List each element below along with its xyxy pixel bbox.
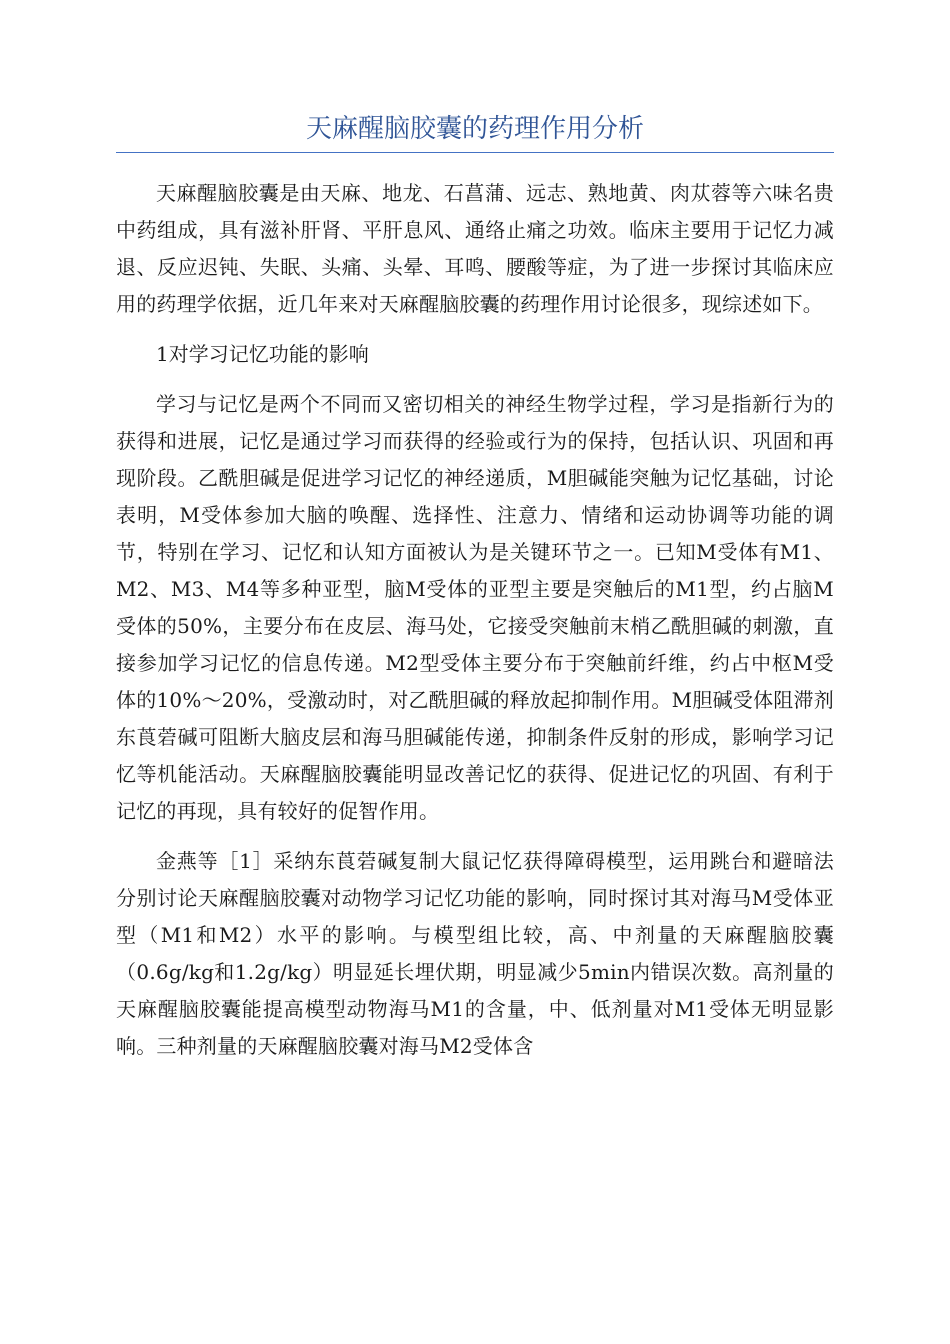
body-paragraph: 金燕等［1］采纳东莨菪碱复制大鼠记忆获得障碍模型，运用跳台和避暗法分别讨论天麻醒脑胶囊对动物学习记忆功能的影响，同时探讨其对海马M受体亚型（M1和M2）水平的影响。与模型组比较，高、中剂量的天麻醒脑胶囊（0.6g/kg和1.2g/kg）明显延长埋伏期，明显减少5min内错误次数。高剂量的天麻醒脑胶囊能提高模型动物海马M1的含量，中、低剂量对M1受体无明显影响。三种剂量的天麻醒脑胶囊对海马M2受体含 (116, 849, 834, 1058)
intro-paragraph: 天麻醒脑胶囊是由天麻、地龙、石菖蒲、远志、熟地黄、肉苁蓉等六味名贵中药组成，具有滋补肝肾、平肝息风、通络止痛之功效。临床主要用于记忆力减退、反应迟钝、失眠、头痛、头晕、耳鸣、腰酸等症，为了进一步探讨其临床应用的药理学依据，近几年来对天麻醒脑胶囊的药理作用讨论很多，现综述如下。 (116, 181, 834, 316)
body-paragraph: 学习与记忆是两个不同而又密切相关的神经生物学过程，学习是指新行为的获得和进展，记忆是通过学习而获得的经验或行为的保持，包括认识、巩固和再现阶段。乙酰胆碱是促进学习记忆的神经递质，M胆碱能突触为记忆基础，讨论表明，M受体参加大脑的唤醒、选择性、注意力、情绪和运动协调等功能的调节，特别在学习、记忆和认知方面被认为是关键环节之一。已知M受体有M1、M2、M3、M4等多种亚型，脑M受体的亚型主要是突触后的M1型，约占脑M受体的50%，主要分布在皮层、海马处，它接受突触前末梢乙酰胆碱的刺激，直接参加学习记忆的信息传递。M2型受体主要分布于突触前纤维，约占中枢M受体的10%～20%，受激动时，对乙酰胆碱的释放起抑制作用。M胆碱受体阻滞剂东莨菪碱可阻断大脑皮层和海马胆碱能传递，抑制条件反射的形成，影响学习记忆等机能活动。天麻醒脑胶囊能明显改善记忆的获得、促进记忆的巩固、有利于记忆的再现，具有较好的促智作用。 (116, 392, 834, 823)
section-heading: 1对学习记忆功能的影响 (156, 342, 369, 366)
document-title: 天麻醒脑胶囊的药理作用分析 (305, 114, 644, 144)
document-page (116, 110, 834, 1078)
title-underline (116, 152, 834, 153)
